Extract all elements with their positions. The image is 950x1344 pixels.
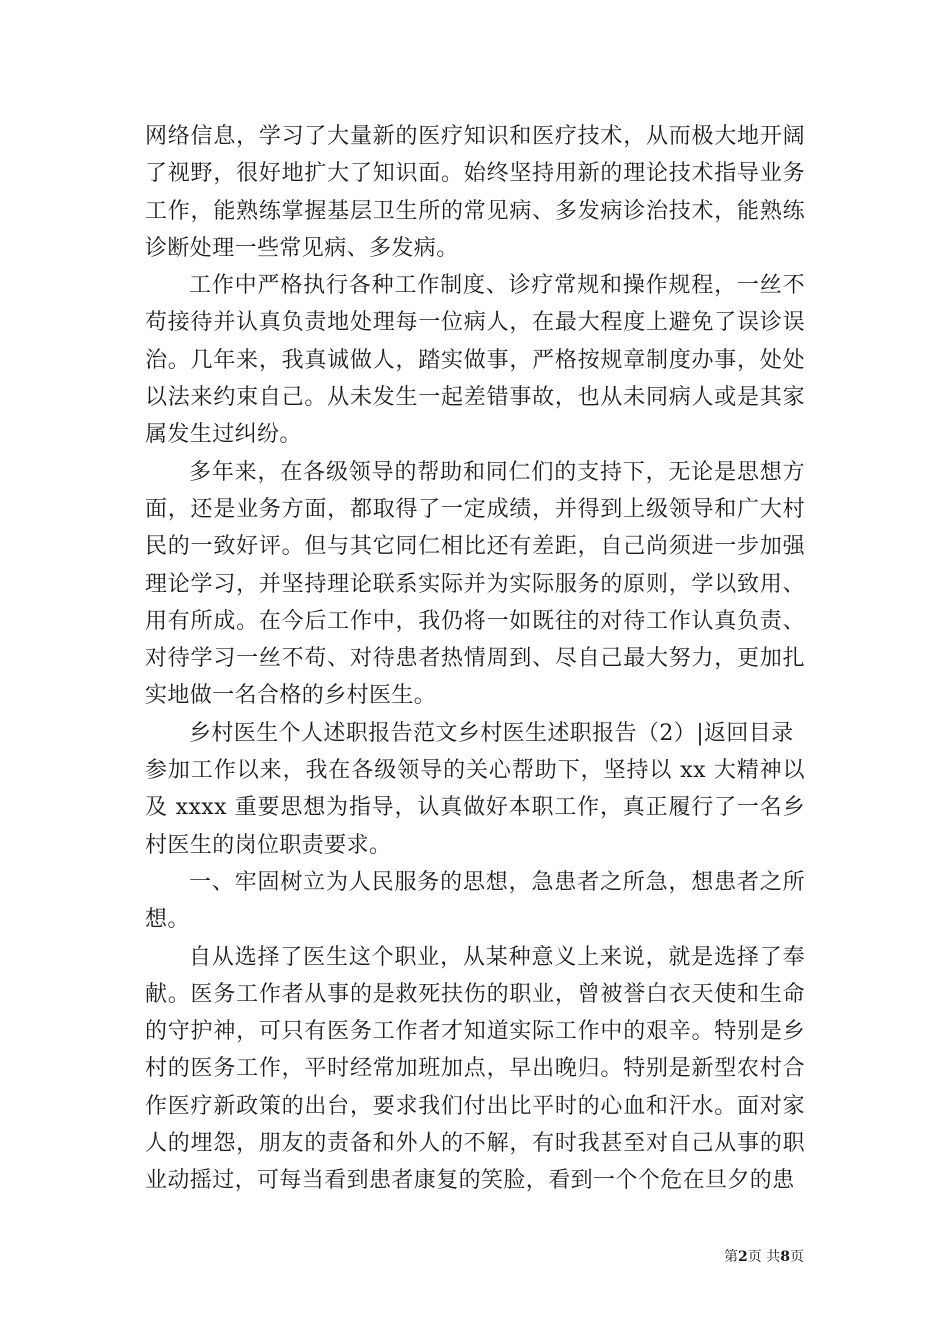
document-body [145,118,805,1200]
footer-prefix: 第 [724,1249,739,1265]
footer-middle: 页 共 [747,1249,781,1265]
paragraph-3: 多年来，在各级领导的帮助和同仁们的支持下，无论是思想方面，还是业务方面，都取得了一定成绩，并得到上级领导和广大村民的一致好评。但与其它同仁相比还有差距，自己尚须进一步加强理论学习，并坚持理论联系实际并为实际服务的原则，学以致用、用有所成。在今后工作中，我仍将一如既往的对待工作认真负责、对待学习一丝不苟、对待患者热情周到、尽自己最大努力，更加扎实地做一名合格的乡村医生。 [145,459,805,709]
paragraph-4: 参加工作以来，我在各级领导的关心帮助下，坚持以 xx 大精神以及 xxxx 重要思想为指导，认真做好本职工作，真正履行了一名乡村医生的岗位职责要求。 [145,758,805,858]
footer-suffix: 页 [790,1249,804,1265]
paragraph-1: 网络信息，学习了大量新的医疗知识和医疗技术，从而极大地开阔了视野，很好地扩大了知识面。始终坚持用新的理论技术指导业务工作，能熟练掌握基层卫生所的常见病、多发病诊治技术，能熟练诊断处理一些常见病、多发病。 [145,124,805,261]
footer-total-pages: 8 [780,1249,790,1265]
section-heading-1: 一、牢固树立为人民服务的思想，急患者之所急，想患者之所想。 [145,869,805,933]
paragraph-2: 工作中严格执行各种工作制度、诊疗常规和操作规程，一丝不苟接待并认真负责地处理每一位病人，在最大程度上避免了误诊误治。几年来，我真诚做人，踏实做事，严格按规章制度办事，处处以法来约束自己。从未发生一起差错事故，也从未同病人或是其家属发生过纠纷。 [145,273,805,448]
footer-current-page: 2 [738,1249,748,1265]
paragraph-5: 自从选择了医生这个职业，从某种意义上来说，就是选择了奉献。医务工作者从事的是救死扶伤的职业，曾被誉白衣天使和生命的守护神，可只有医务工作者才知道实际工作中的艰辛。特别是乡村的医务工作，平时经常加班加点，早出晚归。特别是新型农村合作医疗新政策的出台，要求我们付出比平时的心血和汗水。面对家人的埋怨，朋友的责备和外人的不解，有时我甚至对自己从事的职业动摇过，可每当看到患者康复的笑脸，看到一个个危在旦夕的患 [145,944,805,1194]
section-link-return-to-toc[interactable]: 乡村医生个人述职报告范文乡村医生述职报告（2）|返回目录 [189,720,794,746]
page-number-footer [724,1246,804,1266]
